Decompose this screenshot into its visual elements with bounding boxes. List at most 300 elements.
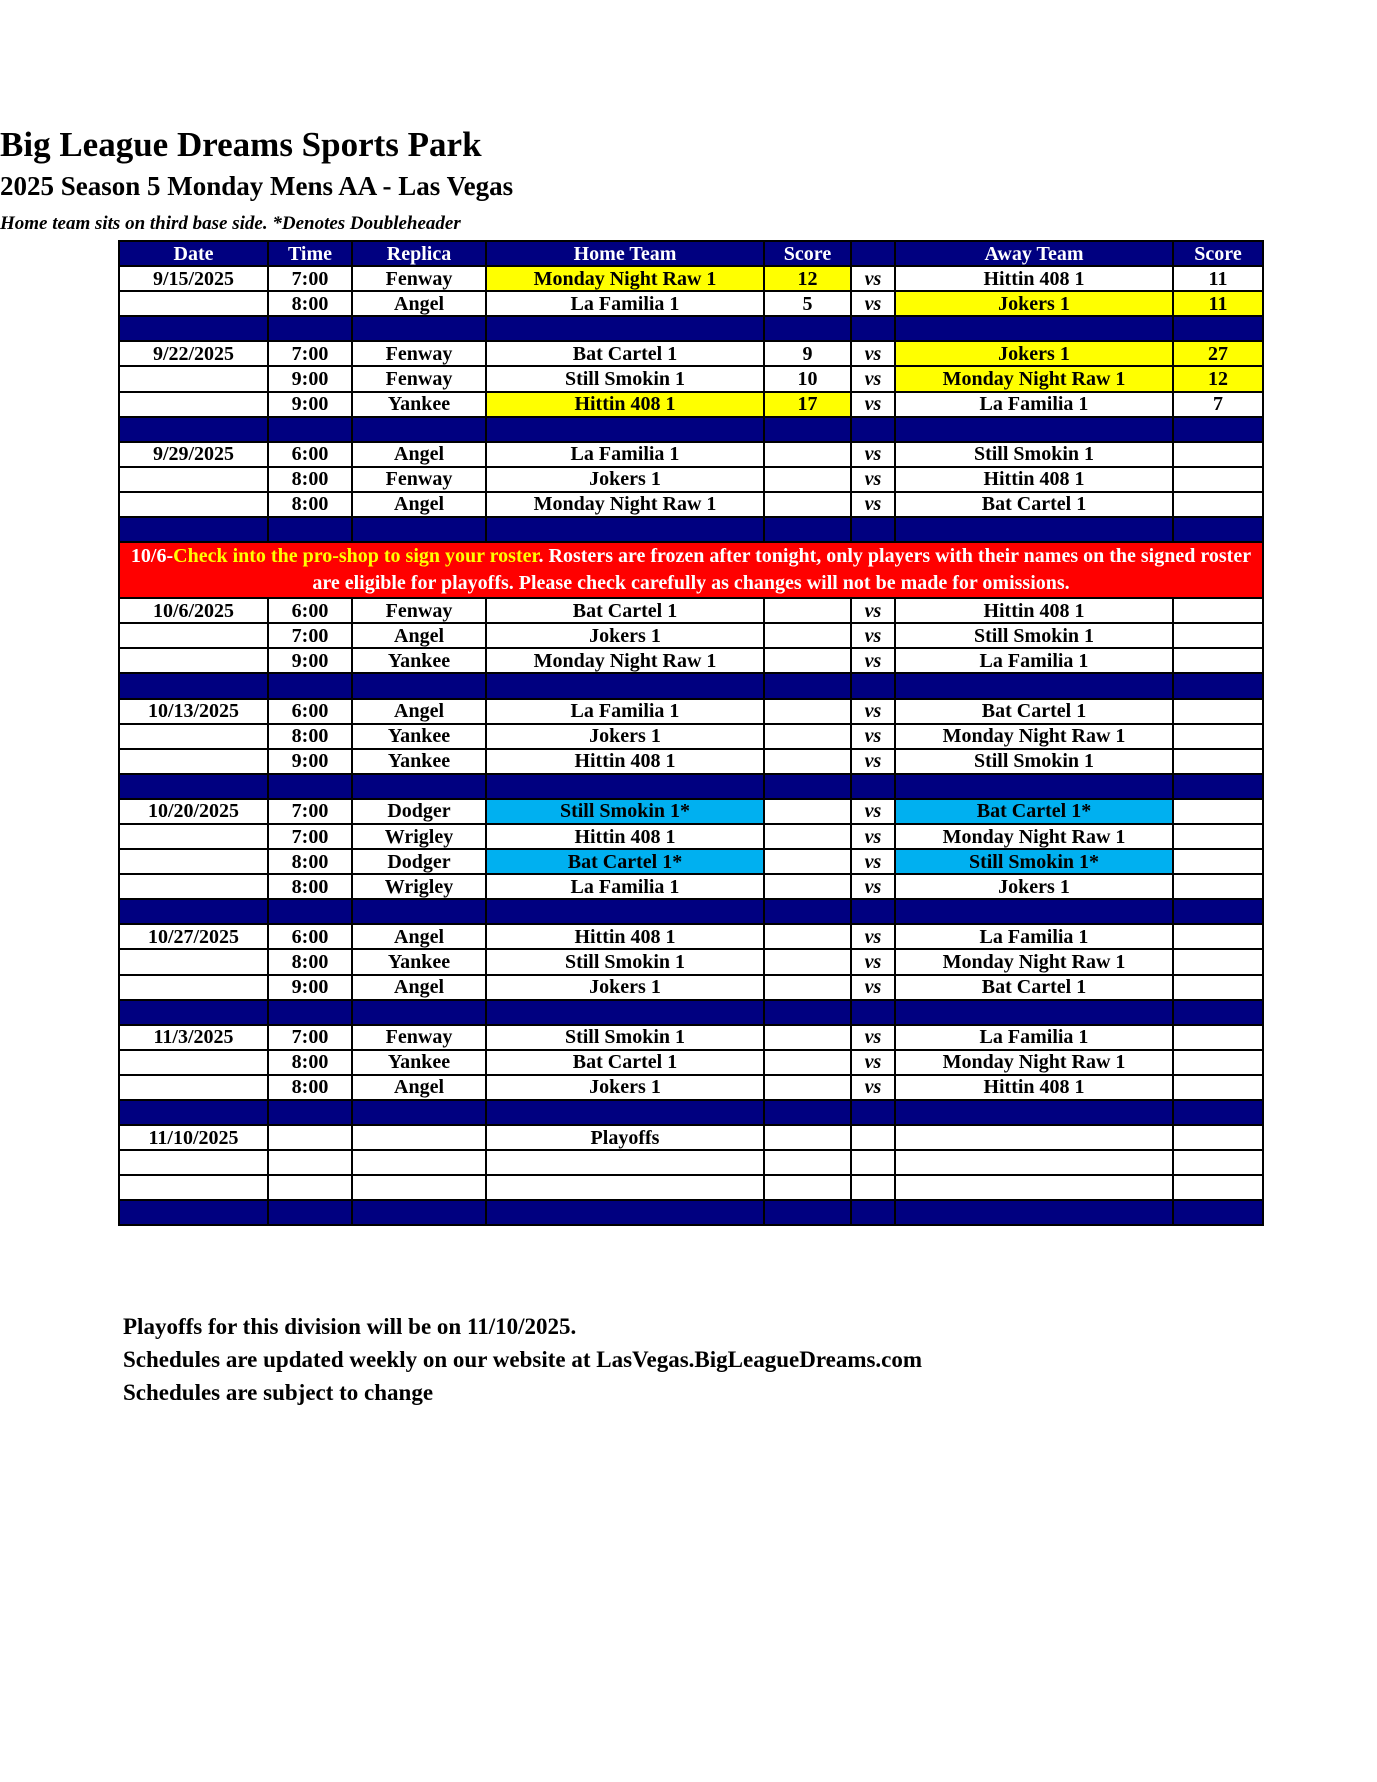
away-score-cell <box>1173 492 1263 517</box>
footer-playoffs-note: Playoffs for this division will be on 11/10/2025. <box>123 1314 577 1339</box>
away-team-cell: La Familia 1 <box>895 392 1173 417</box>
separator-cell <box>486 899 764 924</box>
separator-cell <box>352 899 486 924</box>
home-team-cell: Monday Night Raw 1 <box>486 266 764 291</box>
table-row <box>119 1025 1263 1050</box>
home-score-cell <box>764 799 851 824</box>
separator-cell <box>486 1100 764 1125</box>
home-score-cell <box>764 1025 851 1050</box>
away-team-cell: Jokers 1 <box>895 291 1173 316</box>
table-row <box>119 975 1263 1000</box>
separator-cell <box>1173 517 1263 542</box>
home-team-cell: La Familia 1 <box>486 874 764 899</box>
separator-cell <box>268 517 352 542</box>
vs-cell: vs <box>851 492 895 517</box>
separator-cell <box>895 417 1173 442</box>
replica-cell: Angel <box>352 1075 486 1100</box>
away-team-cell <box>895 1175 1173 1200</box>
home-team-note: Home team sits on third base side. *Denotes Doubleheader <box>0 213 461 234</box>
separator-cell <box>268 1100 352 1125</box>
home-score-cell <box>764 467 851 492</box>
vs-cell: vs <box>851 623 895 648</box>
notice-text: . Rosters are frozen after tonight, only players with their names on the signed roster are eligible for playoffs. Please check carefully as changes will not be made for omissions. <box>312 545 1252 595</box>
home-score-cell <box>764 1075 851 1100</box>
home-team-cell: Bat Cartel 1 <box>486 341 764 366</box>
separator-cell <box>895 517 1173 542</box>
separator-cell <box>1173 774 1263 799</box>
home-score-cell <box>764 975 851 1000</box>
away-team-cell: Still Smokin 1* <box>895 849 1173 874</box>
header-home-score: Score <box>764 241 851 266</box>
home-team-cell: Jokers 1 <box>486 975 764 1000</box>
away-team-cell: Hittin 408 1 <box>895 598 1173 623</box>
vs-cell: vs <box>851 291 895 316</box>
home-team-cell: Still Smokin 1* <box>486 799 764 824</box>
away-team-cell: Monday Night Raw 1 <box>895 949 1173 974</box>
vs-cell: vs <box>851 724 895 749</box>
vs-cell <box>851 1150 895 1175</box>
away-team-cell: Hittin 408 1 <box>895 467 1173 492</box>
week-separator-row <box>119 774 1263 799</box>
separator-cell <box>352 1100 486 1125</box>
home-team-cell: Jokers 1 <box>486 467 764 492</box>
date-cell <box>119 749 268 774</box>
table-row <box>119 623 1263 648</box>
replica-cell: Yankee <box>352 648 486 673</box>
separator-cell <box>895 673 1173 698</box>
time-cell: 7:00 <box>268 1025 352 1050</box>
header-date: Date <box>119 241 268 266</box>
separator-cell <box>851 1200 895 1225</box>
time-cell: 6:00 <box>268 442 352 467</box>
week-separator-row <box>119 673 1263 698</box>
time-cell: 7:00 <box>268 799 352 824</box>
date-cell <box>119 1150 268 1175</box>
time-cell: 8:00 <box>268 724 352 749</box>
separator-cell <box>764 417 851 442</box>
time-cell: 8:00 <box>268 492 352 517</box>
table-row <box>119 749 1263 774</box>
separator-cell <box>268 1000 352 1025</box>
date-cell <box>119 1175 268 1200</box>
separator-cell <box>352 1000 486 1025</box>
replica-cell: Angel <box>352 442 486 467</box>
away-team-cell <box>895 1150 1173 1175</box>
away-score-cell <box>1173 724 1263 749</box>
separator-cell <box>764 316 851 341</box>
away-score-cell <box>1173 949 1263 974</box>
away-score-cell <box>1173 623 1263 648</box>
home-score-cell <box>764 1175 851 1200</box>
away-team-cell: Bat Cartel 1 <box>895 975 1173 1000</box>
vs-cell: vs <box>851 266 895 291</box>
table-row <box>119 874 1263 899</box>
week-separator-row <box>119 1200 1263 1225</box>
date-cell <box>119 467 268 492</box>
away-team-cell <box>895 1125 1173 1150</box>
separator-cell <box>764 517 851 542</box>
table-row <box>119 442 1263 467</box>
separator-cell <box>895 774 1173 799</box>
date-cell: 10/13/2025 <box>119 699 268 724</box>
away-team-cell: La Familia 1 <box>895 1025 1173 1050</box>
date-cell <box>119 949 268 974</box>
home-team-cell: Hittin 408 1 <box>486 392 764 417</box>
home-score-cell <box>764 492 851 517</box>
replica-cell <box>352 1125 486 1150</box>
table-row <box>119 492 1263 517</box>
away-team-cell: Monday Night Raw 1 <box>895 824 1173 849</box>
away-score-cell <box>1173 648 1263 673</box>
time-cell: 6:00 <box>268 924 352 949</box>
vs-cell: vs <box>851 648 895 673</box>
vs-cell: vs <box>851 824 895 849</box>
replica-cell: Angel <box>352 623 486 648</box>
replica-cell: Angel <box>352 924 486 949</box>
notice-highlight: Check into the pro-shop to sign your roster <box>173 545 539 568</box>
away-score-cell <box>1173 467 1263 492</box>
separator-cell <box>851 1000 895 1025</box>
footer-website-note: Schedules are updated weekly on our website at LasVegas.BigLeagueDreams.com <box>123 1347 923 1372</box>
separator-cell <box>352 1200 486 1225</box>
away-score-cell: 27 <box>1173 341 1263 366</box>
replica-cell: Fenway <box>352 266 486 291</box>
date-cell <box>119 1050 268 1075</box>
time-cell: 9:00 <box>268 366 352 391</box>
page-title: Big League Dreams Sports Park <box>0 125 482 164</box>
separator-cell <box>764 774 851 799</box>
separator-cell <box>851 1100 895 1125</box>
home-score-cell <box>764 874 851 899</box>
home-team-cell: Hittin 408 1 <box>486 749 764 774</box>
vs-cell: vs <box>851 699 895 724</box>
separator-cell <box>486 1200 764 1225</box>
separator-cell <box>1173 417 1263 442</box>
vs-cell: vs <box>851 1075 895 1100</box>
time-cell: 8:00 <box>268 874 352 899</box>
separator-cell <box>268 774 352 799</box>
separator-cell <box>119 899 268 924</box>
separator-cell <box>1173 316 1263 341</box>
schedule-body <box>119 266 1263 1225</box>
vs-cell: vs <box>851 467 895 492</box>
home-score-cell: 10 <box>764 366 851 391</box>
away-team-cell: La Familia 1 <box>895 924 1173 949</box>
vs-cell: vs <box>851 598 895 623</box>
separator-cell <box>119 316 268 341</box>
vs-cell: vs <box>851 924 895 949</box>
separator-cell <box>119 774 268 799</box>
separator-cell <box>764 1200 851 1225</box>
table-row <box>119 598 1263 623</box>
separator-cell <box>352 774 486 799</box>
home-score-cell: 12 <box>764 266 851 291</box>
time-cell: 6:00 <box>268 699 352 724</box>
home-team-cell: Monday Night Raw 1 <box>486 492 764 517</box>
home-score-cell <box>764 1125 851 1150</box>
separator-cell <box>486 774 764 799</box>
date-cell: 9/22/2025 <box>119 341 268 366</box>
separator-cell <box>352 517 486 542</box>
table-row <box>119 392 1263 417</box>
home-score-cell: 9 <box>764 341 851 366</box>
away-score-cell: 11 <box>1173 291 1263 316</box>
home-team-cell: Playoffs <box>486 1125 764 1150</box>
footer-change-note: Schedules are subject to change <box>123 1380 434 1405</box>
date-cell <box>119 724 268 749</box>
home-score-cell <box>764 749 851 774</box>
replica-cell: Fenway <box>352 366 486 391</box>
date-cell <box>119 1075 268 1100</box>
date-cell: 11/3/2025 <box>119 1025 268 1050</box>
date-cell <box>119 392 268 417</box>
vs-cell: vs <box>851 849 895 874</box>
separator-cell <box>268 316 352 341</box>
table-row <box>119 724 1263 749</box>
home-score-cell <box>764 442 851 467</box>
replica-cell: Fenway <box>352 1025 486 1050</box>
away-score-cell <box>1173 824 1263 849</box>
table-row <box>119 341 1263 366</box>
date-cell: 9/15/2025 <box>119 266 268 291</box>
replica-cell: Yankee <box>352 949 486 974</box>
week-separator-row <box>119 1000 1263 1025</box>
time-cell: 9:00 <box>268 392 352 417</box>
separator-cell <box>1173 1100 1263 1125</box>
week-separator-row <box>119 899 1263 924</box>
replica-cell: Dodger <box>352 799 486 824</box>
home-score-cell <box>764 598 851 623</box>
home-team-cell: Jokers 1 <box>486 623 764 648</box>
date-cell: 10/20/2025 <box>119 799 268 824</box>
home-score-cell <box>764 1150 851 1175</box>
time-cell: 7:00 <box>268 824 352 849</box>
time-cell: 8:00 <box>268 1075 352 1100</box>
home-team-cell: Still Smokin 1 <box>486 366 764 391</box>
away-score-cell: 12 <box>1173 366 1263 391</box>
separator-cell <box>1173 899 1263 924</box>
header-replica: Replica <box>352 241 486 266</box>
away-score-cell <box>1173 1075 1263 1100</box>
date-cell: 11/10/2025 <box>119 1125 268 1150</box>
separator-cell <box>486 517 764 542</box>
replica-cell: Yankee <box>352 392 486 417</box>
away-team-cell: Still Smokin 1 <box>895 623 1173 648</box>
schedule-table <box>118 240 1264 1226</box>
table-row <box>119 799 1263 824</box>
replica-cell: Yankee <box>352 1050 486 1075</box>
vs-cell: vs <box>851 749 895 774</box>
separator-cell <box>352 673 486 698</box>
separator-cell <box>895 899 1173 924</box>
away-score-cell <box>1173 975 1263 1000</box>
time-cell: 7:00 <box>268 623 352 648</box>
home-team-cell <box>486 1150 764 1175</box>
home-team-cell: Hittin 408 1 <box>486 924 764 949</box>
week-separator-row <box>119 1100 1263 1125</box>
time-cell: 6:00 <box>268 598 352 623</box>
table-row <box>119 824 1263 849</box>
home-team-cell: Jokers 1 <box>486 724 764 749</box>
home-score-cell <box>764 724 851 749</box>
away-score-cell <box>1173 1125 1263 1150</box>
separator-cell <box>119 517 268 542</box>
separator-cell <box>352 417 486 442</box>
date-cell <box>119 366 268 391</box>
away-score-cell <box>1173 874 1263 899</box>
away-team-cell: Jokers 1 <box>895 341 1173 366</box>
separator-cell <box>119 1100 268 1125</box>
header-time: Time <box>268 241 352 266</box>
home-team-cell: Still Smokin 1 <box>486 1025 764 1050</box>
replica-cell: Fenway <box>352 598 486 623</box>
separator-cell <box>352 316 486 341</box>
time-cell: 7:00 <box>268 266 352 291</box>
date-cell: 10/27/2025 <box>119 924 268 949</box>
table-row <box>119 1150 1263 1175</box>
away-team-cell: Bat Cartel 1 <box>895 699 1173 724</box>
home-score-cell: 5 <box>764 291 851 316</box>
separator-cell <box>119 417 268 442</box>
separator-cell <box>895 1000 1173 1025</box>
replica-cell: Angel <box>352 699 486 724</box>
week-separator-row <box>119 517 1263 542</box>
replica-cell: Angel <box>352 291 486 316</box>
replica-cell <box>352 1150 486 1175</box>
home-team-cell <box>486 1175 764 1200</box>
home-team-cell: La Familia 1 <box>486 291 764 316</box>
separator-cell <box>119 1000 268 1025</box>
away-team-cell: Bat Cartel 1 <box>895 492 1173 517</box>
home-score-cell <box>764 1050 851 1075</box>
home-score-cell <box>764 648 851 673</box>
table-row <box>119 1075 1263 1100</box>
separator-cell <box>486 417 764 442</box>
time-cell <box>268 1150 352 1175</box>
table-row <box>119 849 1263 874</box>
date-cell <box>119 849 268 874</box>
away-team-cell: Bat Cartel 1* <box>895 799 1173 824</box>
table-row <box>119 366 1263 391</box>
separator-cell <box>1173 1200 1263 1225</box>
home-score-cell <box>764 849 851 874</box>
home-team-cell: Monday Night Raw 1 <box>486 648 764 673</box>
table-row <box>119 266 1263 291</box>
away-team-cell: Hittin 408 1 <box>895 266 1173 291</box>
date-cell <box>119 648 268 673</box>
replica-cell <box>352 1175 486 1200</box>
separator-cell <box>486 316 764 341</box>
separator-cell <box>895 1100 1173 1125</box>
separator-cell <box>764 1000 851 1025</box>
separator-cell <box>268 1200 352 1225</box>
away-score-cell <box>1173 1025 1263 1050</box>
table-row <box>119 291 1263 316</box>
home-score-cell: 17 <box>764 392 851 417</box>
away-team-cell: Jokers 1 <box>895 874 1173 899</box>
table-row <box>119 1175 1263 1200</box>
time-cell: 8:00 <box>268 291 352 316</box>
away-score-cell <box>1173 598 1263 623</box>
table-row <box>119 648 1263 673</box>
away-team-cell: Monday Night Raw 1 <box>895 724 1173 749</box>
home-team-cell: Bat Cartel 1* <box>486 849 764 874</box>
table-row <box>119 949 1263 974</box>
replica-cell: Yankee <box>352 749 486 774</box>
table-row <box>119 1125 1263 1150</box>
time-cell: 9:00 <box>268 749 352 774</box>
notice-date: 10/6- <box>130 545 174 568</box>
vs-cell <box>851 1125 895 1150</box>
replica-cell: Yankee <box>352 724 486 749</box>
separator-cell <box>851 774 895 799</box>
vs-cell: vs <box>851 1025 895 1050</box>
away-score-cell <box>1173 924 1263 949</box>
home-score-cell <box>764 824 851 849</box>
time-cell: 8:00 <box>268 949 352 974</box>
separator-cell <box>851 517 895 542</box>
away-team-cell: Hittin 408 1 <box>895 1075 1173 1100</box>
date-cell <box>119 824 268 849</box>
home-team-cell: Jokers 1 <box>486 1075 764 1100</box>
replica-cell: Wrigley <box>352 824 486 849</box>
time-cell: 8:00 <box>268 1050 352 1075</box>
away-team-cell: Still Smokin 1 <box>895 442 1173 467</box>
table-header-row <box>119 241 1263 266</box>
vs-cell: vs <box>851 975 895 1000</box>
page-subtitle: 2025 Season 5 Monday Mens AA - Las Vegas <box>0 171 514 201</box>
replica-cell: Dodger <box>352 849 486 874</box>
separator-cell <box>1173 1000 1263 1025</box>
separator-cell <box>764 673 851 698</box>
separator-cell <box>268 417 352 442</box>
away-score-cell: 7 <box>1173 392 1263 417</box>
separator-cell <box>764 1100 851 1125</box>
separator-cell <box>851 316 895 341</box>
home-team-cell: Bat Cartel 1 <box>486 598 764 623</box>
away-team-cell: Still Smokin 1 <box>895 749 1173 774</box>
header-away-team: Away Team <box>895 241 1173 266</box>
home-team-cell: Bat Cartel 1 <box>486 1050 764 1075</box>
home-score-cell <box>764 623 851 648</box>
date-cell <box>119 623 268 648</box>
vs-cell <box>851 1175 895 1200</box>
home-team-cell: La Familia 1 <box>486 699 764 724</box>
footer-notes <box>123 1310 922 1409</box>
date-cell <box>119 975 268 1000</box>
away-score-cell <box>1173 749 1263 774</box>
away-team-cell: Monday Night Raw 1 <box>895 366 1173 391</box>
time-cell <box>268 1175 352 1200</box>
separator-cell <box>486 1000 764 1025</box>
separator-cell <box>851 417 895 442</box>
time-cell: 9:00 <box>268 975 352 1000</box>
separator-cell <box>851 899 895 924</box>
vs-cell: vs <box>851 366 895 391</box>
away-team-cell: Monday Night Raw 1 <box>895 1050 1173 1075</box>
vs-cell: vs <box>851 874 895 899</box>
vs-cell: vs <box>851 341 895 366</box>
separator-cell <box>851 673 895 698</box>
separator-cell <box>119 1200 268 1225</box>
header-home-team: Home Team <box>486 241 764 266</box>
vs-cell: vs <box>851 392 895 417</box>
away-score-cell <box>1173 442 1263 467</box>
separator-cell <box>1173 673 1263 698</box>
home-team-cell: La Familia 1 <box>486 442 764 467</box>
home-score-cell <box>764 699 851 724</box>
replica-cell: Wrigley <box>352 874 486 899</box>
